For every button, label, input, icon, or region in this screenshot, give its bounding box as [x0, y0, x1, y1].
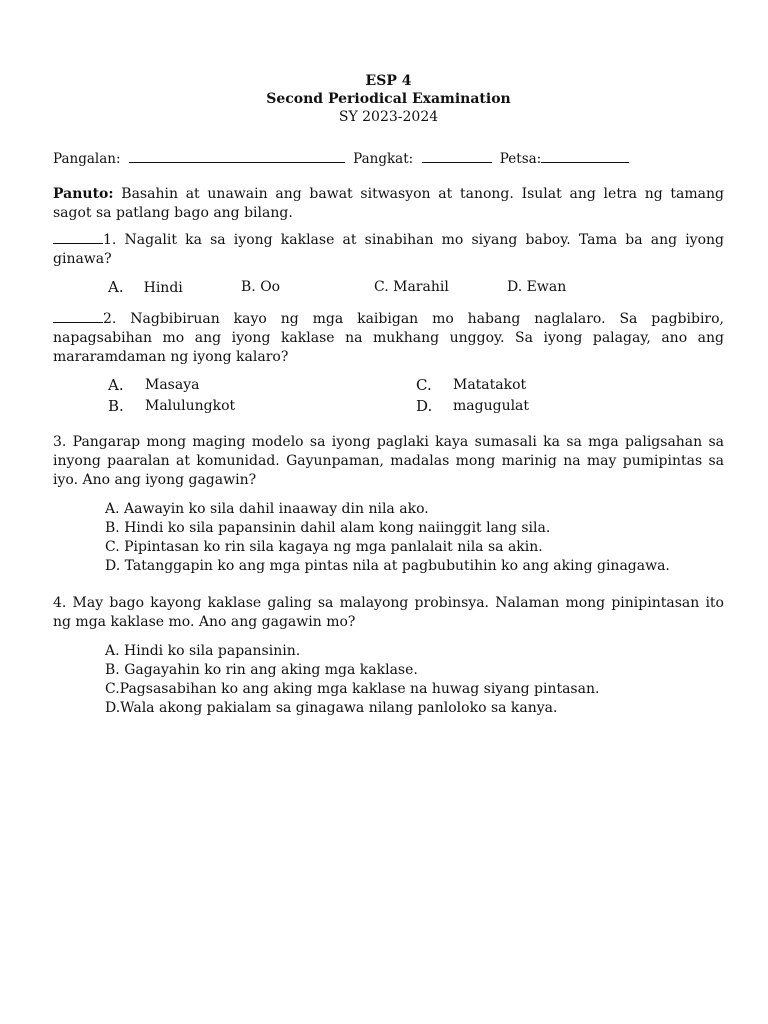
exam-page [53, 72, 724, 718]
exam-header [53, 72, 724, 126]
choice: B. Gagayahin ko rin ang aking mga kaklase. [105, 662, 418, 678]
question-4-text: 4. May bago kayong kaklase galing sa malayong probinsya. Nalaman mong pinipintasan ito ng mga kaklase mo. Ano ang gagawin mo? [53, 595, 724, 630]
choice: D. Tatanggapin ko ang mga pintas nila at pagbubutihin ko ang aking ginagawa. [105, 558, 670, 574]
choice [374, 278, 507, 298]
question-1-text: 1. Nagalit ka sa iyong kaklase at sinabihan mo siyang baboy. Tama ba ang iyong ginawa? [53, 232, 724, 267]
question-1 [53, 229, 724, 269]
choice: D.Wala akong pakialam sa ginagawa nilang panloloko sa kanya. [105, 700, 558, 716]
question-4-choices [105, 642, 724, 718]
question-2-choices [108, 375, 724, 417]
choice-letter: C. [416, 376, 432, 394]
section-label: Pangkat: [353, 151, 414, 167]
answer-blank-2[interactable] [53, 308, 103, 323]
instructions-label: Panuto: [53, 186, 114, 202]
choice: B. Hindi ko sila papansinin dahil alam kong naiinggit lang sila. [105, 520, 551, 536]
choice [108, 375, 416, 396]
subject-title: ESP 4 [365, 73, 412, 89]
choice-letter: B. [241, 279, 256, 295]
choice: C. Pipintasan ko rin sila kagaya ng mga panlalait nila sa akin. [105, 539, 543, 555]
choice: A. Aawayin ko sila dahil inaaway din nila ako. [105, 501, 429, 517]
instructions-text: Basahin at unawain ang bawat sitwasyon at tanong. Isulat ang letra ng tamang sagot sa patlang bago ang bilang. [53, 186, 724, 221]
question-3-text: 3. Pangarap mong maging modelo sa iyong paglaki kaya sumasali ka sa mga paligsahan sa inyong paaralan at komunidad. Gayunpaman, madalas mong marinig na may pumipintas sa iyo. Ano ang iyong gagawin? [53, 434, 724, 488]
choice: C.Pagsasabihan ko ang aking mga kaklase na huwag siyang pintasan. [105, 681, 600, 697]
choice-letter: B. [108, 397, 124, 415]
answer-blank-1[interactable] [53, 229, 103, 244]
question-2-text: 2. Nagbibiruan kayo ng mga kaibigan mo habang naglalaro. Sa pagbibiro, napagsabihan mo ang iyong kaklase na mukhang unggoy. Sa iyong palagay, ano ang mararamdaman ng iyong kalaro? [53, 311, 724, 365]
choice-text: Marahil [393, 279, 449, 295]
name-label: Pangalan: [53, 151, 121, 167]
choice-text: magugulat [453, 398, 530, 414]
instructions [53, 185, 724, 223]
choice [416, 396, 724, 417]
choice-letter: A. [108, 376, 124, 394]
choice [241, 278, 374, 298]
choice [108, 396, 416, 417]
choice-text: Matatakot [453, 377, 527, 393]
choice [108, 278, 241, 298]
student-info-fields [53, 148, 724, 167]
question-4 [53, 594, 724, 632]
choice-text: Masaya [145, 377, 200, 393]
choice-text: Ewan [526, 279, 567, 295]
date-field[interactable] [541, 148, 629, 163]
exam-title: Second Periodical Examination [266, 91, 511, 107]
choice-text: Hindi [143, 280, 183, 296]
school-year: SY 2023-2024 [338, 109, 439, 125]
choice [416, 375, 724, 396]
choice-letter: C. [374, 279, 389, 295]
question-3 [53, 433, 724, 490]
question-2 [53, 308, 724, 367]
date-label: Petsa: [499, 151, 542, 167]
question-1-choices [108, 278, 724, 298]
choice-text: Oo [260, 279, 281, 295]
choice [507, 278, 640, 298]
question-3-choices [105, 500, 724, 576]
name-field[interactable] [129, 148, 345, 163]
choice: A. Hindi ko sila papansinin. [105, 643, 301, 659]
section-field[interactable] [422, 148, 492, 163]
choice-letter: D. [507, 279, 523, 295]
choice-letter: D. [416, 397, 433, 415]
choice-letter: A. [108, 278, 124, 296]
choice-text: Malulungkot [145, 398, 236, 414]
